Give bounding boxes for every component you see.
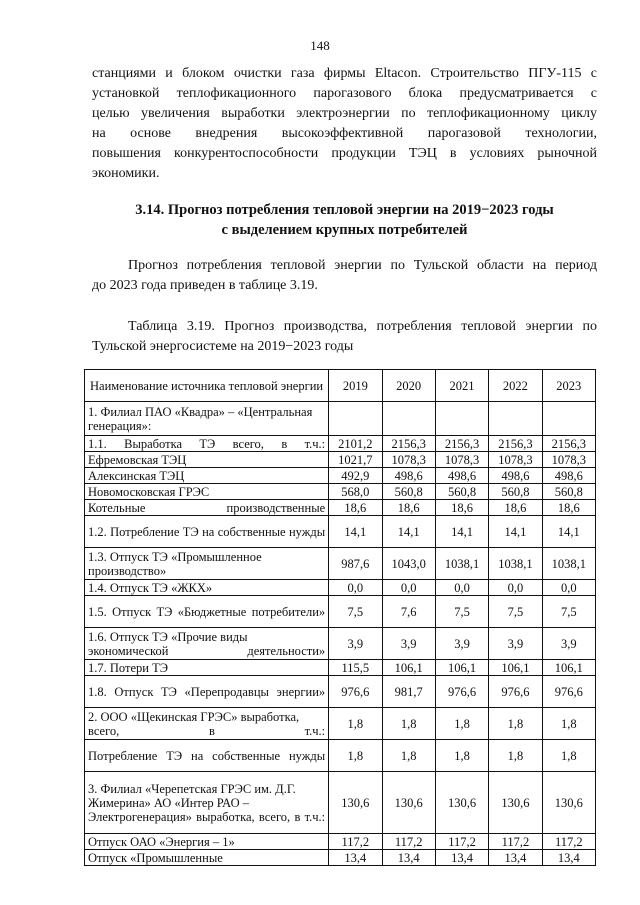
row-value-2022 — [489, 402, 542, 436]
row-value-2022: 7,5 — [489, 596, 542, 628]
row-source-name: Алексинская ТЭЦ — [85, 468, 329, 484]
row-value-2021: 106,1 — [435, 660, 488, 676]
row-value-2019: 2101,2 — [329, 436, 382, 452]
row-value-2020: 2156,3 — [382, 436, 435, 452]
row-source-name: 1.8. Отпуск ТЭ «Перепродавцы энергии» — [85, 676, 329, 708]
row-value-2021: 1,8 — [435, 740, 488, 772]
row-value-2021: 560,8 — [435, 484, 488, 500]
row-value-2020: 560,8 — [382, 484, 435, 500]
row-source-name: 1.2. Потребление ТЭ на собственные нужды — [85, 516, 329, 548]
table-row — [85, 772, 596, 834]
row-source-name: 3. Филиал «Черепетская ГРЭС им. Д.Г. Жимерина» АО «Интер РАО – Электрогенерация» выработка, всего, в т.ч.: — [85, 772, 329, 834]
row-value-2022: 117,2 — [489, 834, 542, 850]
row-value-2022: 1078,3 — [489, 452, 542, 468]
row-value-2019: 3,9 — [329, 628, 382, 660]
row-source-name: 1.4. Отпуск ТЭ «ЖКХ» — [85, 580, 329, 596]
row-source-name: Потребление ТЭ на собственные нужды — [85, 740, 329, 772]
row-value-2021: 18,6 — [435, 500, 488, 516]
row-value-2020: 0,0 — [382, 580, 435, 596]
paragraph-line: на основе внедрения высокоэффективной парогазовой технологии, — [92, 126, 597, 141]
paragraph-line: повышения конкурентоспособности продукции ТЭЦ в условиях рыночной — [92, 146, 597, 161]
row-value-2019: 115,5 — [329, 660, 382, 676]
table-row — [85, 628, 596, 660]
row-value-2020: 7,6 — [382, 596, 435, 628]
row-value-2022: 130,6 — [489, 772, 542, 834]
row-value-2021 — [435, 402, 488, 436]
row-value-2021: 2156,3 — [435, 436, 488, 452]
intro-paragraph — [92, 64, 597, 184]
table-row — [85, 500, 596, 516]
table-body — [85, 402, 596, 866]
row-value-2019: 987,6 — [329, 548, 382, 580]
row-value-2020 — [382, 402, 435, 436]
row-source-name: Ефремовская ТЭЦ — [85, 452, 329, 468]
row-value-2020: 18,6 — [382, 500, 435, 516]
row-value-2019: 1021,7 — [329, 452, 382, 468]
row-value-2023: 3,9 — [542, 628, 595, 660]
table-row — [85, 660, 596, 676]
table-row — [85, 402, 596, 436]
row-value-2021: 3,9 — [435, 628, 488, 660]
paragraph-line: экономики. — [92, 166, 160, 181]
row-value-2023: 0,0 — [542, 580, 595, 596]
row-value-2022: 13,4 — [489, 850, 542, 866]
row-value-2022: 1038,1 — [489, 548, 542, 580]
row-value-2021: 1,8 — [435, 708, 488, 740]
section-heading — [92, 200, 597, 240]
header-year: 2023 — [542, 370, 595, 402]
row-value-2021: 1078,3 — [435, 452, 488, 468]
row-value-2019: 14,1 — [329, 516, 382, 548]
row-value-2019: 568,0 — [329, 484, 382, 500]
forecast-paragraph — [92, 256, 597, 296]
row-value-2020: 1,8 — [382, 740, 435, 772]
table-row — [85, 850, 596, 866]
row-value-2022: 2156,3 — [489, 436, 542, 452]
row-value-2022: 3,9 — [489, 628, 542, 660]
row-value-2019: 976,6 — [329, 676, 382, 708]
row-value-2020: 106,1 — [382, 660, 435, 676]
row-value-2023: 117,2 — [542, 834, 595, 850]
header-year: 2020 — [382, 370, 435, 402]
row-source-name: 1. Филиал ПАО «Квадра» – «Центральная генерация»: — [85, 402, 329, 436]
row-value-2023: 1078,3 — [542, 452, 595, 468]
row-value-2019: 7,5 — [329, 596, 382, 628]
row-value-2022: 976,6 — [489, 676, 542, 708]
row-value-2021: 0,0 — [435, 580, 488, 596]
row-value-2023: 13,4 — [542, 850, 595, 866]
table-row — [85, 468, 596, 484]
row-value-2019: 0,0 — [329, 580, 382, 596]
table-row — [85, 516, 596, 548]
row-value-2022: 18,6 — [489, 500, 542, 516]
section-heading-line: 3.14. Прогноз потребления тепловой энергии на 2019−2023 годы — [135, 202, 554, 218]
row-value-2021: 130,6 — [435, 772, 488, 834]
table-row — [85, 452, 596, 468]
row-source-name: Отпуск «Промышленные — [85, 850, 329, 866]
row-value-2019: 13,4 — [329, 850, 382, 866]
table-row — [85, 484, 596, 500]
row-value-2020: 3,9 — [382, 628, 435, 660]
table-row — [85, 834, 596, 850]
row-value-2019 — [329, 402, 382, 436]
row-source-name: Новомосковская ГРЭС — [85, 484, 329, 500]
row-value-2022: 0,0 — [489, 580, 542, 596]
row-source-name: Котельные производственные — [85, 500, 329, 516]
table-row — [85, 740, 596, 772]
table-caption — [92, 317, 597, 357]
row-value-2022: 14,1 — [489, 516, 542, 548]
paragraph-line: станциями и блоком очистки газа фирмы Eltacon. Строительство ПГУ-115 с — [92, 66, 597, 81]
row-value-2023 — [542, 402, 595, 436]
row-value-2020: 14,1 — [382, 516, 435, 548]
header-year: 2022 — [489, 370, 542, 402]
row-source-name: 1.6. Отпуск ТЭ «Прочие виды экономической деятельности» — [85, 628, 329, 660]
row-value-2023: 1,8 — [542, 740, 595, 772]
row-value-2023: 2156,3 — [542, 436, 595, 452]
row-source-name: 1.5. Отпуск ТЭ «Бюджетные потребители» — [85, 596, 329, 628]
paragraph-line: Прогноз потребления тепловой энергии по Тульской области на период — [128, 258, 597, 273]
row-value-2022: 1,8 — [489, 740, 542, 772]
forecast-table — [84, 369, 596, 866]
row-value-2021: 7,5 — [435, 596, 488, 628]
row-value-2019: 1,8 — [329, 708, 382, 740]
table-row — [85, 596, 596, 628]
header-year: 2021 — [435, 370, 488, 402]
row-value-2020: 1043,0 — [382, 548, 435, 580]
header-source-name: Наименование источника тепловой энергии — [85, 370, 329, 402]
row-value-2023: 976,6 — [542, 676, 595, 708]
row-value-2019: 117,2 — [329, 834, 382, 850]
row-value-2023: 1,8 — [542, 708, 595, 740]
row-value-2020: 981,7 — [382, 676, 435, 708]
table-row — [85, 436, 596, 452]
row-value-2023: 1038,1 — [542, 548, 595, 580]
row-value-2022: 498,6 — [489, 468, 542, 484]
row-value-2019: 492,9 — [329, 468, 382, 484]
row-value-2019: 18,6 — [329, 500, 382, 516]
row-value-2019: 130,6 — [329, 772, 382, 834]
table-row — [85, 580, 596, 596]
table-row — [85, 708, 596, 740]
caption-line: Тульской энергосистеме на 2019−2023 годы — [92, 339, 354, 354]
row-value-2023: 560,8 — [542, 484, 595, 500]
row-source-name: Отпуск ОАО «Энергия – 1» — [85, 834, 329, 850]
row-value-2021: 1038,1 — [435, 548, 488, 580]
row-source-name: 1.7. Потери ТЭ — [85, 660, 329, 676]
row-value-2019: 1,8 — [329, 740, 382, 772]
row-value-2023: 14,1 — [542, 516, 595, 548]
row-value-2023: 130,6 — [542, 772, 595, 834]
row-value-2021: 14,1 — [435, 516, 488, 548]
caption-line: Таблица 3.19. Прогноз производства, потребления тепловой энергии по — [128, 319, 597, 334]
row-value-2020: 117,2 — [382, 834, 435, 850]
page-number: 148 — [310, 38, 330, 53]
paragraph-line: до 2023 года приведен в таблице 3.19. — [92, 278, 318, 293]
row-value-2020: 498,6 — [382, 468, 435, 484]
row-value-2020: 13,4 — [382, 850, 435, 866]
row-value-2023: 7,5 — [542, 596, 595, 628]
row-value-2023: 18,6 — [542, 500, 595, 516]
table-row — [85, 548, 596, 580]
row-value-2022: 1,8 — [489, 708, 542, 740]
row-source-name: 1.1. Выработка ТЭ всего, в т.ч.: — [85, 436, 329, 452]
header-year: 2019 — [329, 370, 382, 402]
row-value-2022: 560,8 — [489, 484, 542, 500]
row-source-name: 2. ООО «Щекинская ГРЭС» выработка, всего, в т.ч.: — [85, 708, 329, 740]
row-value-2023: 498,6 — [542, 468, 595, 484]
row-value-2021: 976,6 — [435, 676, 488, 708]
section-heading-line: с выделением крупных потребителей — [221, 222, 468, 238]
row-value-2021: 13,4 — [435, 850, 488, 866]
row-value-2021: 498,6 — [435, 468, 488, 484]
paragraph-line: целью увеличения выработки электроэнергии по теплофикационному циклу — [92, 106, 597, 121]
table-row — [85, 676, 596, 708]
table-header-row — [85, 370, 596, 402]
row-source-name: 1.3. Отпуск ТЭ «Промышленное производство» — [85, 548, 329, 580]
row-value-2022: 106,1 — [489, 660, 542, 676]
row-value-2023: 106,1 — [542, 660, 595, 676]
row-value-2020: 130,6 — [382, 772, 435, 834]
row-value-2020: 1,8 — [382, 708, 435, 740]
row-value-2020: 1078,3 — [382, 452, 435, 468]
paragraph-line: установкой теплофикационного парогазового блока предусматривается с — [92, 86, 597, 101]
row-value-2021: 117,2 — [435, 834, 488, 850]
